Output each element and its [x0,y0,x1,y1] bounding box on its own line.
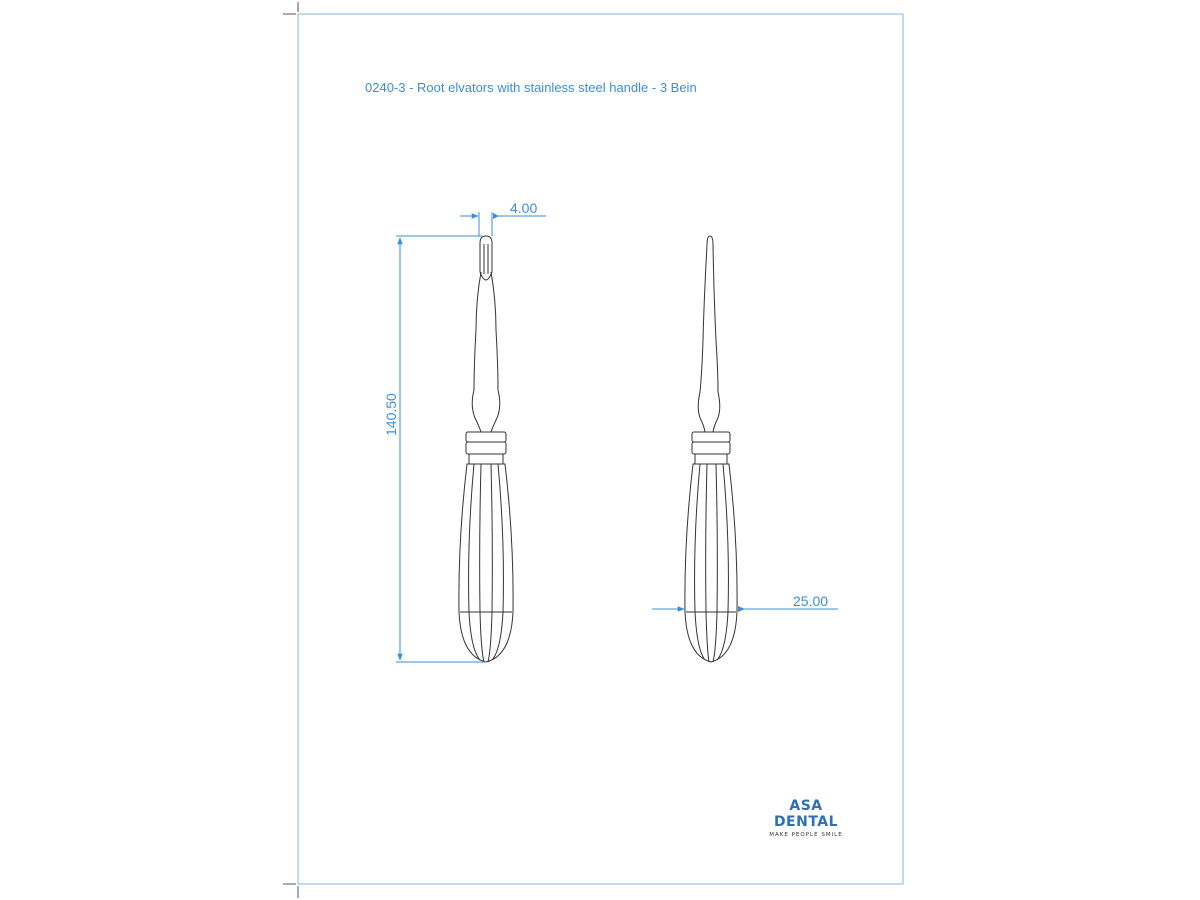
front-view-instrument [459,236,513,662]
dimension-overall-length [396,236,486,662]
brand-tagline: MAKE PEOPLE SMILE [769,832,843,838]
handle-width-label: 25.00 [793,593,829,609]
brand-name: ASA DENTAL [773,798,839,830]
drawing-caption: 0240-3 - Root elvators with stainless steel handle - 3 Bein [365,80,697,95]
crop-marks [283,2,298,898]
tip-width-label: 4.00 [510,200,538,216]
sheet-frame [298,14,903,884]
side-view-instrument [685,236,737,662]
overall-length-label: 140.50 [383,393,399,436]
brand-logo [760,798,852,839]
